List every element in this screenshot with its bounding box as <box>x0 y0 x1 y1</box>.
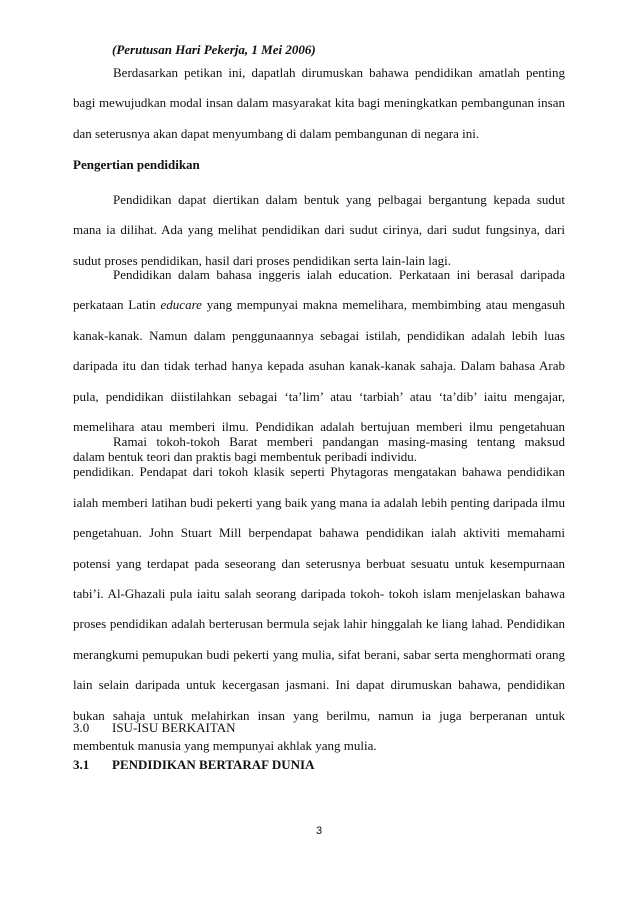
speech-caption: (Perutusan Hari Pekerja, 1 Mei 2006) <box>112 42 316 57</box>
heading-pengertian-pendidikan: Pengertian pendidikan <box>73 157 200 172</box>
latin-term: educare <box>160 297 202 313</box>
paragraph-summary: Berdasarkan petikan ini, dapatlah dirumuskan bahawa pendidikan amatlah penting bagi mewujudkan modal insan dalam masyarakat kita bagi meningkatkan pembangunan insan dan seterusnya akan dapat menyumbang di dalam pembangunan di negara ini. <box>73 65 565 141</box>
paragraph-scholars-views: Ramai tokoh-tokoh Barat memberi pandangan masing-masing tentang maksud pendidikan. Pendapat dari tokoh klasik seperti Phytagoras mengatakan bahawa pendidikan ialah memberi latihan budi pekerti yang baik yang mana ia adalah lebih penting daripada ilmu pengetahuan. John Stuart Mill berpendapat bahawa pendidikan ialah aktiviti memahami potensi yang terdapat pada seseorang dan seterusnya berbuat sesuatu untuk kesempurnaan tabi’i. Al-Ghazali pula iaitu salah seorang daripada tokoh- tokoh islam menjelaskan bahawa proses pendidikan adalah berterusan bermula sejak lahir hinggalah ke liang lahad. Pendidikan merangkumi pemupukan budi pekerti yang mulia, sifat berani, sabar serta menghormati orang lain selain daripada untuk kecergasan jasmani. Ini dapat dirumuskan bahawa, pendidikan bukan sahaja untuk melahirkan insan yang berilmu, namun ia juga berperanan untuk membentuk manusia yang mempunyai akhlak yang mulia. <box>73 434 565 754</box>
paragraph-definition: Pendidikan dapat diertikan dalam bentuk yang pelbagai bergantung kepada sudut mana ia dilihat. Ada yang melihat pendidikan dari sudut cirinya, dari sudut fungsinya, dari sudut proses pendidikan, hasil dari proses pendidikan serta lain-lain lagi. <box>73 192 565 268</box>
section-3-0-heading <box>73 720 236 736</box>
etymology-text-before: Pendidikan dalam bahasa inggeris ialah education. Perkataan ini berasal daripada perkataan Latin <box>73 267 565 313</box>
section-3-1-heading <box>73 757 315 773</box>
etymology-text-after: yang mempunyai makna memelihara, membimbing atau mengasuh kanak-kanak. Namun dalam penggunaannya sebagai istilah, pendidikan adalah lebih luas daripada itu dan tidak terhad hanya kepada asuhan kanak-kanak sahaja. Dalam bahasa Arab pula, pendidikan diistilahkan sebagai ‘ta’lim’ atau ‘tarbiah’ atau ‘ta’dib’ iaitu mengajar, memelihara atau memberi ilmu. Pendidikan adalah bertujuan memberi ilmu pengetahuan dalam bentuk teori dan praktis bagi membentuk peribadi individu. <box>73 297 565 465</box>
page-number: 3 <box>315 825 323 837</box>
section-title: PENDIDIKAN BERTARAF DUNIA <box>112 757 315 772</box>
section-title: ISU-ISU BERKAITAN <box>112 720 236 735</box>
section-number: 3.0 <box>73 720 90 735</box>
section-number: 3.1 <box>73 757 90 772</box>
